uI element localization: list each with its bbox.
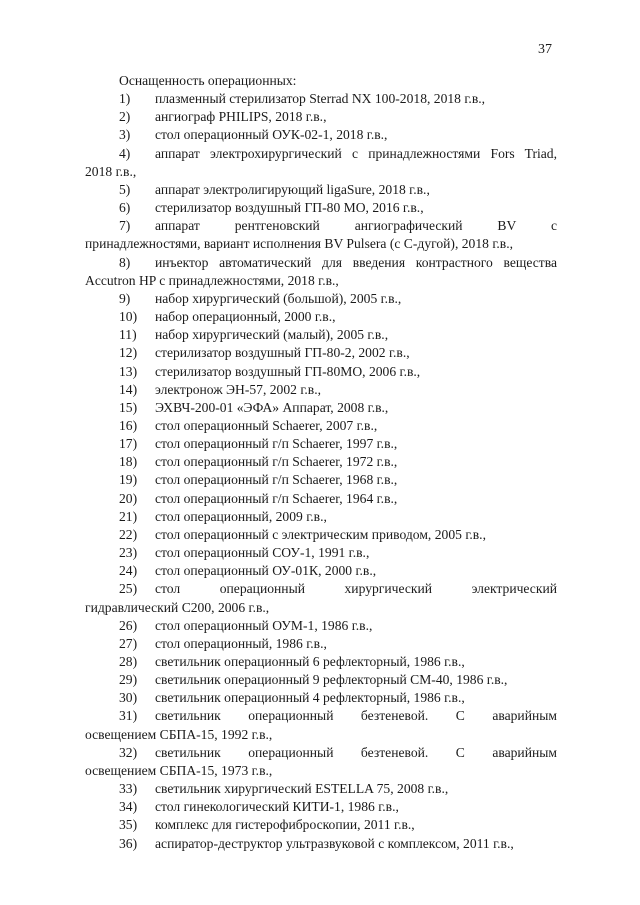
list-item-text: ЭХВЧ-200-01 «ЭФА» Аппарат, 2008 г.в., (155, 399, 389, 415)
list-item-number: 4) (119, 145, 131, 161)
list-item (85, 671, 557, 689)
list-item-text: стол операционный, 2009 г.в., (155, 508, 327, 524)
list-item (85, 780, 557, 798)
section-heading: Оснащенность операционных: (119, 73, 297, 88)
list-item-text: ангиограф PHILIPS, 2018 г.в., (155, 109, 327, 125)
list-item (85, 471, 557, 489)
list-item-number: 10) (119, 309, 138, 325)
list-item (85, 254, 557, 290)
list-item (85, 617, 557, 635)
list-item-number: 6) (119, 200, 131, 216)
list-item (85, 344, 557, 362)
list-item-number: 19) (119, 472, 138, 488)
list-item-number: 34) (119, 799, 138, 815)
list-item-number: 5) (119, 181, 131, 197)
list-item-text: светильник операционный 4 рефлекторный, 1986 г.в., (155, 690, 465, 706)
list-item (85, 816, 557, 834)
list-item-number: 15) (119, 399, 138, 415)
list-item (85, 580, 557, 616)
list-item-text: аппарат электрохирургический с принадлежностями Fors Triad, (155, 145, 557, 161)
list-item-text: аспиратор-деструктор ультразвуковой с комплексом, 2011 г.в., (155, 835, 514, 851)
list-item (85, 145, 557, 181)
list-item (85, 653, 557, 671)
list-item-text: стол операционный с электрическим приводом, 2005 г.в., (155, 526, 486, 542)
list-item-text: комплекс для гистерофиброскопии, 2011 г.в., (155, 817, 415, 833)
list-item-number: 14) (119, 381, 138, 397)
list-item-text: стерилизатор воздушный ГП-80 МО, 2016 г.в., (155, 200, 424, 216)
list-item-text: стол операционный ОУ-01К, 2000 г.в., (155, 563, 377, 579)
list-item (85, 835, 557, 853)
list-item-number: 17) (119, 436, 138, 452)
list-item-text: светильник операционный 6 рефлекторный, 1986 г.в., (155, 654, 465, 669)
list-item (85, 199, 557, 217)
list-item (85, 508, 557, 526)
list-item-text: светильник хирургический ESTELLA 75, 2008 г.в., (155, 781, 449, 797)
list-item-continuation: Accutron HP с принадлежностями, 2018 г.в., (85, 272, 339, 288)
list-item-number: 22) (119, 526, 138, 542)
document-body (85, 72, 557, 853)
list-item (85, 290, 557, 308)
list-item-text: аппарат электролигирующий ligaSure, 2018 г.в., (155, 181, 430, 197)
list-item-number: 18) (119, 454, 138, 470)
list-item (85, 798, 557, 816)
list-item-continuation: принадлежностями, вариант исполнения BV Pulsera (с С-дугой), 2018 г.в., (85, 236, 513, 252)
list-item (85, 126, 557, 144)
list-item (85, 417, 557, 435)
list-item-text: набор хирургический (большой), 2005 г.в., (155, 290, 402, 306)
list-item-text: стол операционный Schaerer, 2007 г.в., (155, 417, 378, 433)
list-item-number: 25) (119, 581, 138, 597)
list-item-number: 24) (119, 563, 138, 579)
page-number: 37 (538, 42, 552, 57)
list-item (85, 544, 557, 562)
list-item-text: набор операционный, 2000 г.в., (155, 309, 336, 325)
list-item (85, 181, 557, 199)
list-item (85, 381, 557, 399)
list-item-continuation: освещением СБПА-15, 1992 г.в., (85, 726, 273, 742)
list-item-number: 2) (119, 109, 131, 125)
list-item-text: стол операционный хирургический электрический (155, 581, 557, 597)
list-item-number: 29) (119, 672, 138, 688)
list-item (85, 707, 557, 743)
list-item (85, 308, 557, 326)
list-item (85, 326, 557, 344)
list-item-text: электронож ЭН-57, 2002 г.в., (155, 381, 322, 397)
equipment-list (85, 90, 557, 853)
list-item-text: стол гинекологический КИТИ-1, 1986 г.в., (155, 799, 399, 815)
list-item-text: инъектор автоматический для введения контрастного вещества (155, 254, 557, 270)
list-item-number: 13) (119, 363, 138, 379)
list-item-text: стол операционный г/п Schaerer, 1968 г.в., (155, 472, 398, 488)
list-item-number: 12) (119, 345, 138, 361)
list-item (85, 90, 557, 108)
list-item-text: стол операционный г/п Schaerer, 1997 г.в., (155, 436, 398, 452)
list-item (85, 217, 557, 253)
list-item-number: 21) (119, 508, 138, 524)
list-item-number: 31) (119, 708, 138, 724)
list-item-text: светильник операционный безтеневой. С аварийным (155, 744, 557, 760)
list-item-number: 27) (119, 635, 138, 651)
list-item (85, 689, 557, 707)
list-item (85, 744, 557, 780)
list-item-continuation: освещением СБПА-15, 1973 г.в., (85, 762, 273, 778)
list-item-number: 20) (119, 490, 138, 506)
list-item-number: 28) (119, 654, 138, 669)
list-item-text: стол операционный г/п Schaerer, 1972 г.в., (155, 454, 398, 470)
list-item-text: стерилизатор воздушный ГП-80МО, 2006 г.в., (155, 363, 421, 379)
list-item (85, 562, 557, 580)
list-item-text: стол операционный СОУ-1, 1991 г.в., (155, 545, 370, 561)
list-item (85, 108, 557, 126)
list-item-number: 9) (119, 290, 131, 306)
list-item-number: 26) (119, 617, 138, 633)
list-item (85, 363, 557, 381)
list-item-number: 3) (119, 127, 131, 143)
list-item-number: 30) (119, 690, 138, 706)
list-item (85, 526, 557, 544)
list-item (85, 399, 557, 417)
list-item-number: 35) (119, 817, 138, 833)
list-item-number: 11) (119, 327, 137, 343)
list-item-number: 7) (119, 218, 131, 234)
list-item-number: 16) (119, 417, 138, 433)
list-item-number: 23) (119, 545, 138, 561)
list-item-number: 1) (119, 91, 131, 107)
list-item-text: плазменный стерилизатор Sterrad NX 100-2018, 2018 г.в., (155, 91, 486, 107)
list-item-text: стол операционный ОУК-02-1, 2018 г.в., (155, 127, 388, 143)
list-item-text: светильник операционный безтеневой. С аварийным (155, 708, 557, 724)
list-item-text: светильник операционный 9 рефлекторный СМ-40, 1986 г.в., (155, 672, 508, 688)
list-item-text: стол операционный, 1986 г.в., (155, 635, 327, 651)
list-item-number: 8) (119, 254, 131, 270)
list-item-text: набор хирургический (малый), 2005 г.в., (155, 327, 389, 343)
list-item-continuation: 2018 г.в., (85, 163, 137, 179)
list-item-text: стерилизатор воздушный ГП-80-2, 2002 г.в., (155, 345, 410, 361)
list-item-text: стол операционный ОУМ-1, 1986 г.в., (155, 617, 373, 633)
list-item (85, 435, 557, 453)
list-item-text: стол операционный г/п Schaerer, 1964 г.в., (155, 490, 398, 506)
list-item-continuation: гидравлический С200, 2006 г.в., (85, 599, 270, 615)
list-item-number: 32) (119, 744, 138, 760)
list-item (85, 490, 557, 508)
list-item-text: аппарат рентгеновский ангиографический BV с (155, 218, 557, 234)
list-item-number: 33) (119, 781, 138, 797)
list-item (85, 453, 557, 471)
list-item-number: 36) (119, 835, 138, 851)
list-item (85, 635, 557, 653)
